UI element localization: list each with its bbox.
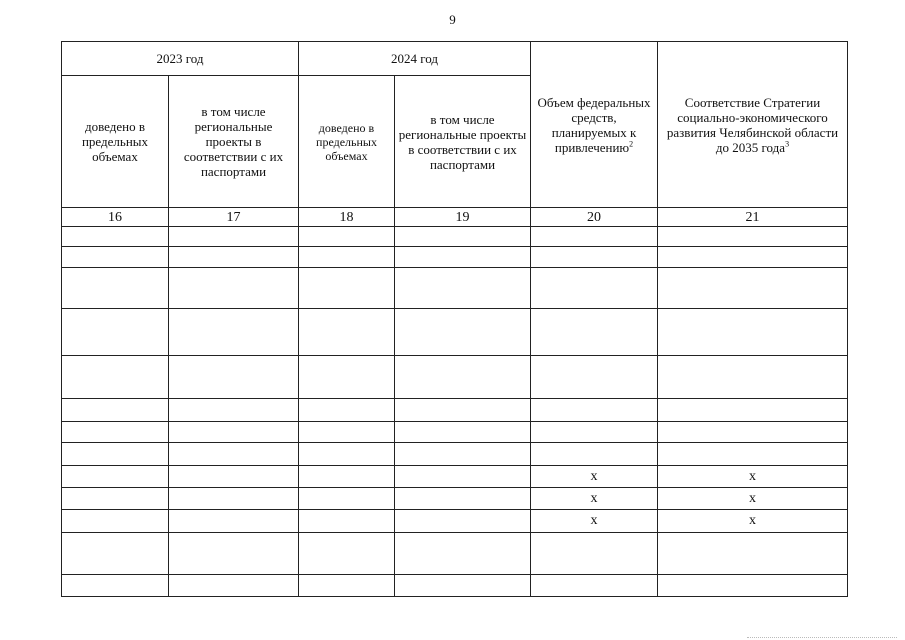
table-cell xyxy=(62,533,169,575)
table-row xyxy=(62,510,848,533)
table-cell xyxy=(531,309,658,356)
table-row xyxy=(62,575,848,597)
table-cell xyxy=(169,309,299,356)
table-cell xyxy=(395,533,531,575)
header-col-16: доведено в предельных объемах xyxy=(62,76,169,208)
table-cell xyxy=(62,488,169,510)
column-number-21: 21 xyxy=(658,208,848,227)
table-cell xyxy=(395,309,531,356)
table-cell xyxy=(531,399,658,422)
table-cell xyxy=(169,227,299,247)
table-cell xyxy=(395,466,531,488)
header-col-19: в том числе региональные проекты в соответствии с их паспортами xyxy=(395,76,531,208)
table-row xyxy=(62,268,848,309)
table-cell xyxy=(658,399,848,422)
table-cell xyxy=(169,443,299,466)
table-cell xyxy=(658,247,848,268)
table-cell xyxy=(395,356,531,399)
table-cell xyxy=(395,247,531,268)
table-cell xyxy=(395,488,531,510)
table-row xyxy=(62,533,848,575)
table-cell xyxy=(299,466,395,488)
table-cell xyxy=(395,227,531,247)
table-cell xyxy=(62,575,169,597)
header-col-20-text: Объем федеральных средств, планируемых к привлечению xyxy=(537,94,651,155)
table-cell xyxy=(169,466,299,488)
table-cell xyxy=(169,488,299,510)
table-cell xyxy=(531,422,658,443)
table-cell: х xyxy=(531,488,658,510)
header-year-2024: 2024 год xyxy=(299,42,531,76)
table-cell xyxy=(395,510,531,533)
table-cell xyxy=(169,422,299,443)
table-cell xyxy=(658,356,848,399)
table-cell xyxy=(531,247,658,268)
table-cell xyxy=(395,422,531,443)
header-col-21 xyxy=(658,42,848,208)
header-col-20 xyxy=(531,42,658,208)
scan-artifact xyxy=(747,634,897,638)
table-cell xyxy=(299,488,395,510)
data-table xyxy=(61,41,848,597)
table-cell xyxy=(395,443,531,466)
header-year-2023: 2023 год xyxy=(62,42,299,76)
table-cell xyxy=(299,227,395,247)
table-cell xyxy=(531,356,658,399)
table-cell xyxy=(299,268,395,309)
table-cell xyxy=(299,533,395,575)
year-header-row xyxy=(62,42,848,76)
table-row xyxy=(62,488,848,510)
table-cell xyxy=(395,399,531,422)
table-cell xyxy=(531,227,658,247)
footnote-2: 2 xyxy=(629,139,634,149)
column-number-20: 20 xyxy=(531,208,658,227)
page-number: 9 xyxy=(449,12,456,27)
column-number-17: 17 xyxy=(169,208,299,227)
header-col-21-text: Соответствие Стратегии социально-экономического развития Челябинской области до 2035 года xyxy=(666,94,839,155)
table-cell: х xyxy=(531,466,658,488)
table-cell xyxy=(299,575,395,597)
table-cell: х xyxy=(658,488,848,510)
table-row xyxy=(62,443,848,466)
table-cell xyxy=(531,533,658,575)
table-cell xyxy=(658,309,848,356)
table-cell xyxy=(169,510,299,533)
table-cell xyxy=(395,575,531,597)
table-row xyxy=(62,309,848,356)
table-cell: х xyxy=(658,510,848,533)
footnote-3: 3 xyxy=(785,139,790,149)
table-row xyxy=(62,227,848,247)
table-cell xyxy=(658,227,848,247)
table-body xyxy=(62,42,848,597)
table-cell xyxy=(299,399,395,422)
table-cell xyxy=(62,466,169,488)
table-cell xyxy=(62,247,169,268)
table-cell xyxy=(658,533,848,575)
table-cell xyxy=(62,356,169,399)
table-cell xyxy=(169,533,299,575)
table-cell xyxy=(169,575,299,597)
table-cell xyxy=(531,575,658,597)
table-row xyxy=(62,247,848,268)
table-cell xyxy=(658,268,848,309)
table-cell xyxy=(169,268,299,309)
table-cell xyxy=(299,443,395,466)
table-cell xyxy=(62,309,169,356)
table-cell xyxy=(169,399,299,422)
table-cell xyxy=(299,510,395,533)
table-row xyxy=(62,422,848,443)
table-row xyxy=(62,399,848,422)
table-cell xyxy=(299,422,395,443)
table-cell: х xyxy=(658,466,848,488)
table-cell xyxy=(62,399,169,422)
table-cell xyxy=(658,443,848,466)
table-cell xyxy=(299,309,395,356)
header-col-18: доведено в предельных объемах xyxy=(299,76,395,208)
table-cell: х xyxy=(531,510,658,533)
table-row xyxy=(62,466,848,488)
table-cell xyxy=(169,356,299,399)
table-cell xyxy=(62,443,169,466)
header-col-17: в том числе региональные проекты в соответствии с их паспортами xyxy=(169,76,299,208)
column-number-16: 16 xyxy=(62,208,169,227)
column-number-19: 19 xyxy=(395,208,531,227)
table-cell xyxy=(531,443,658,466)
table-cell xyxy=(62,510,169,533)
column-number-18: 18 xyxy=(299,208,395,227)
table-cell xyxy=(658,422,848,443)
table-cell xyxy=(62,422,169,443)
table-row xyxy=(62,356,848,399)
table-cell xyxy=(62,268,169,309)
table-cell xyxy=(62,227,169,247)
column-number-row xyxy=(62,208,848,227)
table-cell xyxy=(658,575,848,597)
table-cell xyxy=(531,268,658,309)
table-cell xyxy=(395,268,531,309)
table-cell xyxy=(299,356,395,399)
table-cell xyxy=(169,247,299,268)
table-cell xyxy=(299,247,395,268)
